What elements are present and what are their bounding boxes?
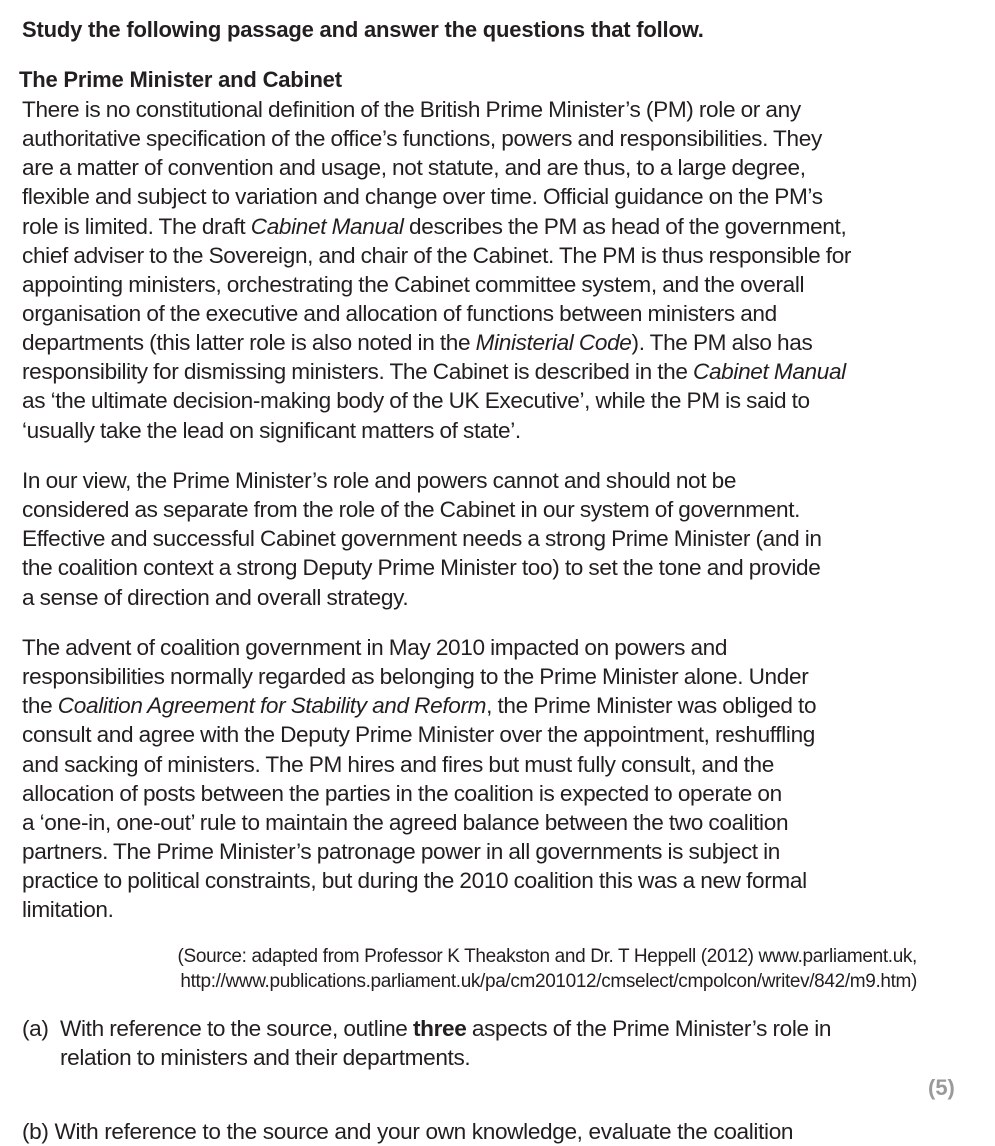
passage-line	[22, 691, 922, 720]
source-citation	[178, 944, 917, 994]
source-line-2: http://www.publications.parliament.uk/pa/cm201012/cmselect/cmpolcon/writev/842/m9.htm)	[180, 971, 917, 992]
passage-text: organisation of the executive and allocation of functions between ministers and	[22, 300, 777, 326]
passage-text: as ‘the ultimate decision-making body of the UK Executive’, while the PM is said to	[22, 388, 810, 414]
passage-line	[22, 328, 922, 357]
passage-text: ‘usually take the lead on significant matters of state’.	[22, 417, 521, 443]
passage-text: the coalition context a strong Deputy Prime Minister too) to set the tone and provide	[22, 555, 821, 581]
passage-text: limitation.	[22, 897, 114, 923]
passage-line	[22, 153, 922, 182]
passage-line	[22, 212, 922, 241]
passage-text: appointing ministers, orchestrating the Cabinet committee system, and the overall	[22, 271, 805, 297]
passage-line	[22, 386, 922, 415]
passage-text: partners. The Prime Minister’s patronage power in all governments is subject in	[22, 838, 781, 864]
source-line-1: (Source: adapted from Professor K Theakston and Dr. T Heppell (2012) www.parliament.uk,	[177, 946, 917, 967]
passage-text: are a matter of convention and usage, not statute, and are thus, to a large degree,	[22, 155, 806, 181]
passage-text: responsibilities normally regarded as belonging to the Prime Minister alone. Under	[22, 664, 809, 690]
passage-text: authoritative specification of the office’s functions, powers and responsibilities. They	[22, 126, 822, 152]
passage-line	[22, 750, 922, 779]
question-a-line-2: relation to ministers and their departments.	[60, 1045, 471, 1071]
passage-line	[22, 524, 922, 553]
passage-line	[22, 416, 922, 445]
passage-text: allocation of posts between the parties in the coalition is expected to operate on	[22, 780, 782, 806]
passage-line	[22, 466, 922, 495]
passage-line	[22, 720, 922, 749]
passage-line	[22, 583, 922, 612]
question-a-emphasis: three	[412, 1016, 467, 1041]
passage-text: departments (this latter role is also noted in the	[22, 330, 476, 356]
passage-line	[22, 357, 922, 386]
passage-line	[22, 633, 922, 662]
passage-text: role is limited. The draft	[22, 213, 251, 239]
passage-line	[22, 182, 922, 211]
passage-line	[22, 553, 922, 582]
passage-text: and sacking of ministers. The PM hires and fires but must fully consult, and the	[22, 751, 774, 777]
passage-line	[22, 241, 922, 270]
passage-line	[22, 270, 922, 299]
passage-paragraph-1	[22, 95, 922, 445]
passage-text: , the Prime Minister was obliged to	[486, 693, 817, 719]
passage-line	[22, 495, 922, 524]
passage-line	[22, 808, 922, 837]
question-a-line-1-pre: With reference to the source, outline	[60, 1016, 413, 1041]
passage-text: the	[22, 693, 58, 719]
passage-line	[22, 124, 922, 153]
italic-title: Cabinet Manual	[250, 213, 404, 239]
italic-title: Cabinet Manual	[693, 359, 846, 385]
passage-text: describes the PM as head of the government,	[403, 213, 847, 239]
passage-text: The advent of coalition government in May 2010 impacted on powers and	[22, 635, 728, 660]
passage-text: chief adviser to the Sovereign, and chair of the Cabinet. The PM is thus responsible for	[22, 242, 852, 268]
passage-title: The Prime Minister and Cabinet	[19, 67, 342, 92]
passage-paragraph-3	[22, 633, 922, 924]
passage-text: flexible and subject to variation and change over time. Official guidance on the PM’s	[22, 184, 823, 210]
passage-text: responsibility for dismissing ministers. The Cabinet is described in the	[22, 359, 693, 385]
passage-line	[22, 779, 922, 808]
question-a-text	[60, 1014, 930, 1072]
question-a-marks: (5)	[928, 1075, 955, 1100]
passage-text: consult and agree with the Deputy Prime Minister over the appointment, reshuffling	[22, 722, 816, 748]
passage-line	[22, 895, 922, 924]
passage-text: practice to political constraints, but during the 2010 coalition this was a new formal	[22, 868, 807, 894]
italic-title: Ministerial Code	[475, 330, 632, 356]
italic-title: Coalition Agreement for Stability and Reform	[57, 693, 487, 719]
question-a-line-1-post: aspects of the Prime Minister’s role in	[466, 1016, 832, 1041]
question-a-label: (a)	[22, 1016, 49, 1041]
passage-text: considered as separate from the role of the Cabinet in our system of government.	[22, 497, 801, 523]
passage-text: Effective and successful Cabinet government needs a strong Prime Minister (and in	[22, 526, 822, 552]
passage-text: ). The PM also has	[631, 330, 813, 356]
passage-line	[22, 837, 922, 866]
passage-text: There is no constitutional definition of the British Prime Minister’s (PM) role or any	[22, 97, 801, 122]
passage-text: a sense of direction and overall strategy.	[22, 584, 409, 610]
instruction-heading: Study the following passage and answer the questions that follow.	[22, 17, 704, 42]
passage-line	[22, 299, 922, 328]
question-b-cutoff	[22, 1119, 922, 1144]
passage-paragraph-2	[22, 466, 922, 612]
passage-text: In our view, the Prime Minister’s role and powers cannot and should not be	[22, 468, 737, 493]
passage-line	[22, 95, 922, 124]
passage-line	[22, 866, 922, 895]
passage-line	[22, 662, 922, 691]
passage-text: a ‘one-in, one-out’ rule to maintain the agreed balance between the two coalition	[22, 809, 789, 835]
question-b-partial-text: (b) With reference to the source and your own knowledge, evaluate the coalition	[22, 1119, 794, 1144]
question-a-line-1	[60, 1014, 930, 1043]
